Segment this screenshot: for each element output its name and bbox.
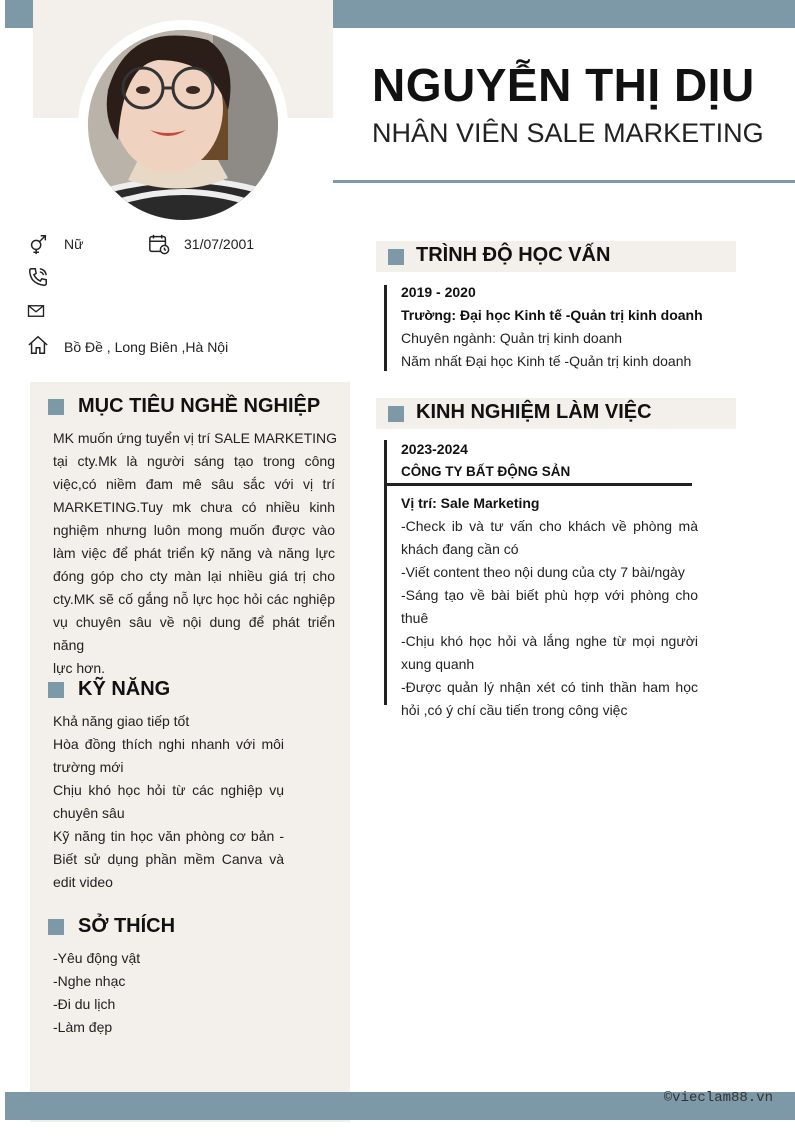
objective-line: lực hơn.: [53, 660, 106, 676]
duty-line: -Sáng tạo về bài biết phù hợp với phòng cho: [401, 587, 698, 603]
company-underline: [386, 483, 692, 486]
phone-icon: [27, 266, 49, 293]
skill-line: Kỹ năng tin học văn phòng cơ bản -: [53, 828, 284, 844]
duty-line: -Check ib và tư vấn cho khách về phòng mà: [401, 518, 698, 534]
home-icon: [27, 334, 49, 361]
education-timeline-line: [384, 285, 387, 371]
heading-marker: [388, 249, 404, 265]
hobbies-list: [53, 947, 140, 1039]
objective-line: làm việc để phát triển kỹ năng và năng lực: [53, 545, 335, 561]
skill-line: edit video: [53, 874, 113, 890]
experience-heading: [376, 398, 736, 429]
skill-line: Biết sử dụng phần mềm Canva và: [53, 851, 284, 867]
skills-list: [53, 710, 284, 894]
objective-line: cty.MK sẽ cố gắng nỗ lực học hỏi các nghiệp: [53, 591, 335, 607]
heading-marker: [48, 682, 64, 698]
duty-line: xung quanh: [401, 656, 475, 672]
gender-value: Nữ: [64, 236, 84, 252]
skill-line: trường mới: [53, 759, 124, 775]
profile-photo: [88, 30, 278, 220]
duty-line: -Được quản lý nhận xét có tinh thần ham học: [401, 679, 698, 695]
hobbies-heading: [48, 915, 175, 938]
objective-heading: [48, 395, 320, 418]
objective-line: vụ chuyên sâu về nội dung để phát triển năng: [53, 614, 335, 653]
experience-company: CÔNG TY BẤT ĐỘNG SẢN: [401, 464, 571, 479]
hobby-item: -Nghe nhạc: [53, 973, 126, 989]
objective-line: MK muốn ứng tuyển vị trí SALE MARKETING: [53, 430, 338, 446]
skill-line: Chịu khó học hỏi từ các nghiệp vụ: [53, 782, 284, 798]
heading-marker: [48, 919, 64, 935]
experience-title: KINH NGHIỆM LÀM VIỆC: [416, 401, 652, 423]
objective-line: tại cty.Mk là người sáng tạo trong công: [53, 453, 335, 469]
education-note: Năm nhất Đại học Kinh tế -Quản trị kinh doanh: [401, 353, 692, 369]
experience-period: 2023-2024: [401, 441, 468, 457]
objective-line: đóng góp cho cty màn lại nhiều giá trị cho: [53, 568, 335, 584]
objective-line: MARKETING.Tuy mk chưa có nhiều kinh: [53, 499, 335, 515]
skill-line: Hòa đồng thích nghi nhanh với môi: [53, 736, 284, 752]
education-period: 2019 - 2020: [401, 284, 476, 300]
education-title: TRÌNH ĐỘ HỌC VẤN: [416, 244, 611, 266]
job-title: NHÂN VIÊN SALE MARKETING: [372, 118, 764, 148]
watermark: ©vieclam88.vn: [663, 1090, 773, 1106]
objective-text: [53, 427, 338, 680]
experience-duties: [401, 515, 698, 722]
candidate-name: NGUYỄN THỊ DỊU: [372, 59, 755, 111]
duty-line: -Chịu khó học hỏi và lắng nghe từ mọi người: [401, 633, 698, 649]
skills-title: KỸ NĂNG: [78, 678, 171, 700]
address-value: Bồ Đề , Long Biên ,Hà Nội: [64, 339, 229, 355]
experience-position: Vị trí: Sale Marketing: [401, 495, 540, 511]
duty-line: thuê: [401, 610, 429, 626]
heading-marker: [48, 399, 64, 415]
skill-line: chuyên sâu: [53, 805, 125, 821]
hobby-item: -Đi du lịch: [53, 996, 116, 1012]
skill-line: Khả năng giao tiếp tốt: [53, 713, 190, 729]
duty-line: -Viết content theo nội dung của cty 7 bài/ngày: [401, 564, 685, 580]
gender-icon: [27, 233, 49, 260]
hobbies-title: SỞ THÍCH: [78, 915, 176, 937]
birthday-value: 31/07/2001: [184, 236, 255, 252]
education-school: Trường: Đại học Kinh tế -Quản trị kinh doanh: [401, 307, 703, 323]
profile-photo-illustration: [88, 30, 278, 220]
title-divider: [333, 180, 795, 183]
hobby-item: -Làm đẹp: [53, 1019, 113, 1035]
skills-heading: [48, 678, 170, 701]
calendar-icon: [148, 233, 170, 260]
experience-timeline-line: [384, 440, 387, 705]
objective-line: việc,có niềm đam mê sâu sắc với vị trí: [53, 476, 335, 492]
email-icon: [27, 302, 45, 325]
objective-line: nghiệm nhưng luôn mong muốn được vào: [53, 522, 335, 538]
hobby-item: -Yêu động vật: [53, 950, 141, 966]
education-heading: [376, 241, 736, 272]
duty-line: khách đang cần có: [401, 541, 519, 557]
objective-title: MỤC TIÊU NGHỀ NGHIỆP: [78, 395, 321, 417]
duty-line: hỏi ,có ý chí cầu tiến trong công việc: [401, 702, 628, 718]
education-major: Chuyên ngành: Quản trị kinh doanh: [401, 330, 623, 346]
heading-marker: [388, 406, 404, 422]
